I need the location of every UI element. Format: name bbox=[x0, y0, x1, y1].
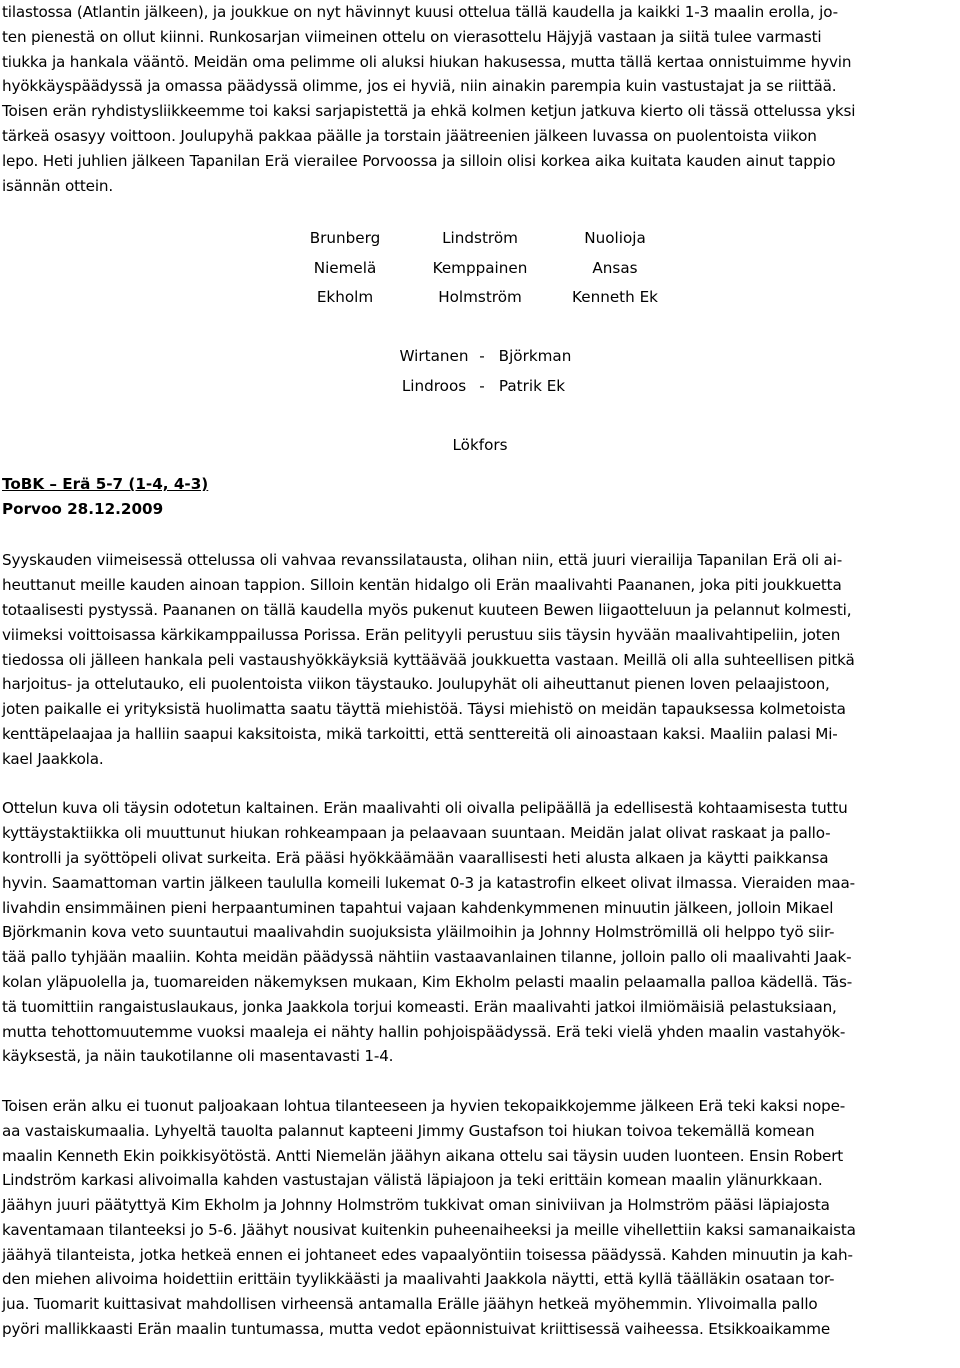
player-name: Holmström bbox=[438, 288, 522, 307]
intro-paragraph bbox=[2, 0, 952, 198]
text-line: aa vastaiskumaalia. Lyhyeltä tauolta palannut kapteeni Jimmy Gustafson toi hiukan toivoa tekemällä komean bbox=[2, 1121, 815, 1140]
text-line: Lindström karkasi alivoimalla kahden vastustajan välistä läpiajoon ja teki erittäin komean maalin ylänurkkaan. bbox=[2, 1171, 823, 1190]
text-line: joten paikalle ei yrityksistä huolimatta saatu täyttä miehistöä. Täysi miehistö on meidän tapauksessa kolmetoista bbox=[2, 700, 846, 719]
text-line: pyöri mallikkaasti Erän maalin tuntumassa, mutta vedot epäonnistuivat kriittisessä vaiheessa. Etsikkoaikamme bbox=[2, 1320, 831, 1339]
pair-separator: - bbox=[479, 347, 485, 366]
text-line: ten pienestä on ollut kiinni. Runkosarjan viimeinen ottelu on vierasottelu Häjyjä vastaan ja siitä tulee varmasti bbox=[2, 27, 822, 46]
text-line: Björkmanin kova veto suuntautui maalivahdin suojuksista yläilmoihin ja Johnny Holmströmillä oli helppo työ siir- bbox=[2, 923, 835, 942]
player-name: Patrik Ek bbox=[498, 376, 566, 395]
text-line: jua. Tuomarit kuittasivat mahdollisen virheensä antamalla Erälle jäähyn hetkeä myöhemmin. Ylivoimalla pallo bbox=[2, 1295, 818, 1314]
text-line: mutta tehottomuutemme vuoksi maaleja ei nähty hallin pohjoispäädyssä. Erä teki vielä yhden maalin vastahyök- bbox=[2, 1022, 846, 1041]
text-line: tä tuomittiin rangaistuslaukaus, jonka Jaakkola torjui komeasti. Erän maalivahti jatkoi ilmiömäisiä pelastuksiaan, bbox=[2, 997, 837, 1016]
text-line: tää pallo tyhjään maaliin. Kohta meidän päädyssä nähtiin vastaavanlainen tilanne, jolloin pallo oli maalivahti Jaak- bbox=[2, 948, 852, 967]
text-line: Syyskauden viimeisessä ottelussa oli vahvaa revanssilatausta, olihan niin, että juuri vierailija Tapanilan Erä oli ai- bbox=[2, 551, 843, 570]
paragraph-gap bbox=[2, 1069, 952, 1094]
text-line: Jäähyn juuri päätyttyä Kim Ekholm ja Johnny Holmström tukkivat oman siniviivan ja Holmström pääsi läpiajosta bbox=[2, 1196, 830, 1215]
article-paragraph-3 bbox=[2, 1094, 952, 1342]
forward-line-2 bbox=[2, 254, 952, 284]
paragraph-gap bbox=[2, 772, 952, 797]
document-page bbox=[2, 0, 952, 1342]
match-heading bbox=[2, 472, 952, 522]
player-name: Nuolioja bbox=[584, 229, 646, 248]
text-line: harjoitus- ja ottelutauko, eli puolentoista viikon täystauko. Joulupyhät oli aiheuttanut pienen loven pelaajistoon, bbox=[2, 675, 830, 694]
player-name: Björkman bbox=[498, 347, 572, 366]
text-line: Toisen erän alku ei tuonut paljoakaan lohtua tilanteeseen ja hyvien tekopaikkojemme jälkeen Erä teki kaksi nope- bbox=[2, 1096, 846, 1115]
text-line: livahdin ensimmäinen pieni herpaantuminen tapahtui vajaan kahdenkymmenen minuutin jälkeen, jolloin Mikael bbox=[2, 898, 834, 917]
pair-separator: - bbox=[479, 376, 485, 395]
forward-line-3 bbox=[2, 283, 952, 313]
text-line: isännän ottein. bbox=[2, 176, 113, 195]
player-name: Brunberg bbox=[309, 229, 381, 248]
text-line: hyökkäyspäädyssä ja omassa päädyssä olimme, jos ei hyviä, niin ainakin parempia kuin vastustajat ja se riittää. bbox=[2, 77, 837, 96]
player-name: Ansas bbox=[592, 258, 638, 277]
text-line: tiukka ja hankala vääntö. Meidän oma pelimme oli aluksi hiukan hakusessa, mutta tällä kertaa onnistuimme hyvin bbox=[2, 52, 852, 71]
text-line: Toisen erän ryhdistysliikkeemme toi kaksi sarjapistettä ja ehkä kolmen ketjun jatkuva kierto oli tässä ottelussa yksi bbox=[2, 102, 856, 121]
text-line: käyksestä, ja näin taukotilanne oli masentavasti 1-4. bbox=[2, 1047, 394, 1066]
article-paragraph-2 bbox=[2, 796, 952, 1069]
article-paragraph-1 bbox=[2, 548, 952, 771]
defense-pair-1 bbox=[2, 342, 952, 372]
text-line: viimeksi voittoisassa kärkikamppailussa Porissa. Erän pelityyli perustuu siis täysin hyvään maalivahtipeliin, joten bbox=[2, 625, 841, 644]
player-name: Kemppainen bbox=[432, 258, 528, 277]
text-line: den miehen alivoima hoidettiin erittäin tyylikkäästi ja maalivahti Jaakkola näytti, että kyllä täälläkin osataan tor- bbox=[2, 1270, 835, 1289]
match-title: ToBK – Erä 5-7 (1-4, 4-3) bbox=[2, 475, 209, 494]
player-name: Wirtanen bbox=[399, 347, 469, 366]
goalie-row bbox=[2, 431, 952, 461]
text-line: kolan yläpuolella ja, tuomareiden näkemyksen mukaan, Kim Ekholm pelasti maalin pelaamalla palloa kädellä. Täs- bbox=[2, 972, 853, 991]
text-line: tärkeä osasyy voittoon. Joulupyhä pakkaa päälle ja torstain jäätreenien jälkeen luvassa on puolentoista viikon bbox=[2, 126, 817, 145]
player-name: Ekholm bbox=[316, 288, 374, 307]
text-line: kontrolli ja syöttöpeli olivat surkeita. Erä pääsi hyökkäämään vaarallisesti heti alusta alkaen ja käytti paikkansa bbox=[2, 848, 829, 867]
text-line: kyttäystaktiikka oli muuttunut hiukan rohkeampaan ja pelaavaan suuntaan. Meidän jalat olivat raskaat ja pallo- bbox=[2, 824, 831, 843]
text-line: kaventamaan tilanteeksi jo 5-6. Jäähyt nousivat kuitenkin puheenaiheeksi ja meille vihellettiin kaksi samanaikaista bbox=[2, 1220, 856, 1239]
forward-line-1 bbox=[2, 224, 952, 254]
goalie-name: Lökfors bbox=[452, 435, 508, 454]
text-line: tiedossa oli jälleen hankala peli vastaushyökkäyksiä kyttäävää joukkuetta vastaan. Meillä oli alla suhteellisen pitkä bbox=[2, 650, 855, 669]
text-line: Ottelun kuva oli täysin odotetun kaltainen. Erän maalivahti oli oivalla pelipäällä ja edellisestä kohtaamisesta tuttu bbox=[2, 799, 848, 818]
player-name: Lindroos bbox=[401, 376, 467, 395]
player-name: Lindström bbox=[442, 229, 518, 248]
text-line: heuttanut meille kauden ainoan tappion. Silloin kentän hidalgo oli Erän maalivahti Paananen, joka piti joukkuetta bbox=[2, 576, 842, 595]
text-line: totaalisesti pystyssä. Paananen on tällä kaudella myös pukenut kuuteen Bewen liigaotteluun ja pelannut kolmesti, bbox=[2, 600, 852, 619]
text-line: jäähyä tilanteista, jotka hetkeä ennen ei johtaneet edes vapaalyöntiin toisessa päädyssä. Kahden minuutin ja kah- bbox=[2, 1245, 853, 1264]
player-name: Kenneth Ek bbox=[572, 288, 658, 307]
match-place-date: Porvoo 28.12.2009 bbox=[2, 500, 164, 519]
text-line: kenttäpelaajaa ja halliin saapui kaksitoista, mikä tarkoitti, että senttereitä oli ainoastaan kaksi. Maaliin palasi Mi- bbox=[2, 724, 838, 743]
text-line: hyvin. Saamattoman vartin jälkeen taululla komeili lukemat 0-3 ja katastrofin elkeet olivat ilmassa. Vieraiden maa- bbox=[2, 873, 855, 892]
text-line: maalin Kenneth Ekin poikkisyötöstä. Antti Niemelän jäähyn aikana ottelu sai täysin uuden luonteen. Ensin Robert bbox=[2, 1146, 844, 1165]
player-name: Niemelä bbox=[313, 258, 377, 277]
lineup bbox=[2, 224, 952, 460]
text-line: kael Jaakkola. bbox=[2, 749, 104, 768]
defense-pair-2 bbox=[2, 372, 952, 402]
text-line: lepo. Heti juhlien jälkeen Tapanilan Erä vierailee Porvoossa ja silloin olisi korkea aika kuitata kauden ainut tappio bbox=[2, 151, 836, 170]
text-line: tilastossa (Atlantin jälkeen), ja joukkue on nyt hävinnyt kuusi ottelua tällä kaudella ja kaikki 1-3 maalin erolla, jo- bbox=[2, 3, 838, 21]
